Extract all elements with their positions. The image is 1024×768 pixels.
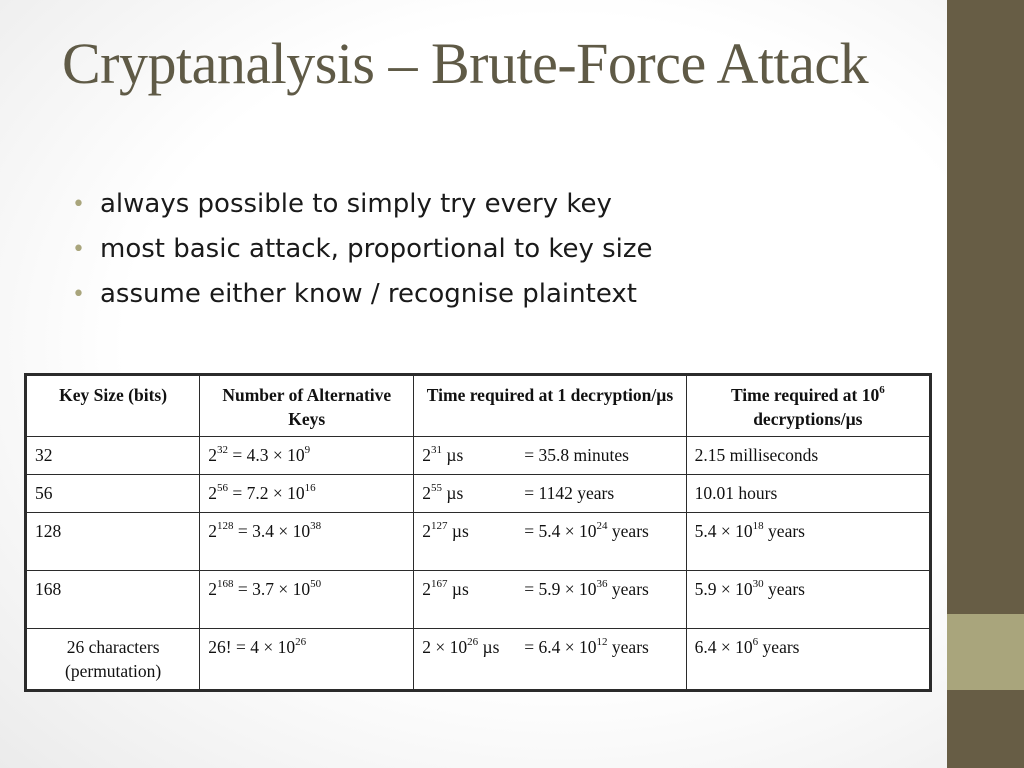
bullet-dot-icon: •	[72, 282, 85, 307]
cell-time-1e6: 10.01 hours	[686, 475, 930, 513]
cell-key-size: 128	[26, 513, 200, 571]
header-time-1e6-prefix: Time required at 10	[730, 385, 880, 405]
bullet-dot-icon: •	[72, 192, 85, 217]
header-time-1e6	[686, 375, 930, 437]
sidebar-accent-light	[947, 614, 1024, 690]
cell-key-size: 56	[26, 475, 200, 513]
header-alternative-keys: Number of Alternative Keys	[200, 375, 414, 437]
cell-time-1: $2^{55}$ µs = 1142 years	[414, 475, 686, 513]
cell-alternatives: $2^{128} = 3.4 \times 10^{38}$	[200, 513, 414, 571]
cell-alternatives: $2^{32} = 4.3 \times 10^9$	[200, 437, 414, 475]
header-time-1e6-suffix: decryptions/µs	[753, 409, 863, 429]
cell-time-1e6: $6.4 \times 10^6$ years	[686, 629, 930, 691]
bullet-text: most basic attack, proportional to key size	[100, 234, 653, 264]
table-row	[26, 437, 931, 475]
bullet-text: assume either know / recognise plaintext	[100, 279, 637, 309]
bullet-item	[72, 227, 653, 272]
header-key-size: Key Size (bits)	[26, 375, 200, 437]
cell-time-1: $2^{167}$ µs = $5.9 \times 10^{36}$ years	[414, 571, 686, 629]
table-row	[26, 513, 931, 571]
slide-title: Cryptanalysis – Brute-Force Attack	[62, 31, 869, 96]
cell-key-size: 32	[26, 437, 200, 475]
bullet-text: always possible to simply try every key	[100, 189, 612, 219]
bullet-list	[72, 182, 653, 317]
table-header-row	[26, 375, 931, 437]
cell-key-size: 26 characters (permutation)	[26, 629, 200, 691]
table-row	[26, 475, 931, 513]
bullet-dot-icon: •	[72, 237, 85, 262]
table-row	[26, 571, 931, 629]
cell-time-1: $2^{127}$ µs = $5.4 \times 10^{24}$ years	[414, 513, 686, 571]
cell-time-1: $2 \times 10^{26}$ µs = $6.4 \times 10^{12}$ years	[414, 629, 686, 691]
cell-alternatives: $2^{56} = 7.2 \times 10^{16}$	[200, 475, 414, 513]
table-row	[26, 629, 931, 691]
bullet-item	[72, 272, 653, 317]
header-time-1e6-exp: 6	[879, 384, 885, 397]
cell-time-1e6: $5.4 \times 10^{18}$ years	[686, 513, 930, 571]
header-time-1: Time required at 1 decryption/µs	[414, 375, 686, 437]
cell-time-1e6: $5.9 \times 10^{30}$ years	[686, 571, 930, 629]
bullet-item	[72, 182, 653, 227]
cell-key-size: 168	[26, 571, 200, 629]
brute-force-table	[24, 373, 932, 692]
cell-time-1e6: 2.15 milliseconds	[686, 437, 930, 475]
cell-alternatives: $2^{168} = 3.7 \times 10^{50}$	[200, 571, 414, 629]
cell-time-1: $2^{31}$ µs = 35.8 minutes	[414, 437, 686, 475]
cell-alternatives: 26! = $4 \times 10^{26}$	[200, 629, 414, 691]
